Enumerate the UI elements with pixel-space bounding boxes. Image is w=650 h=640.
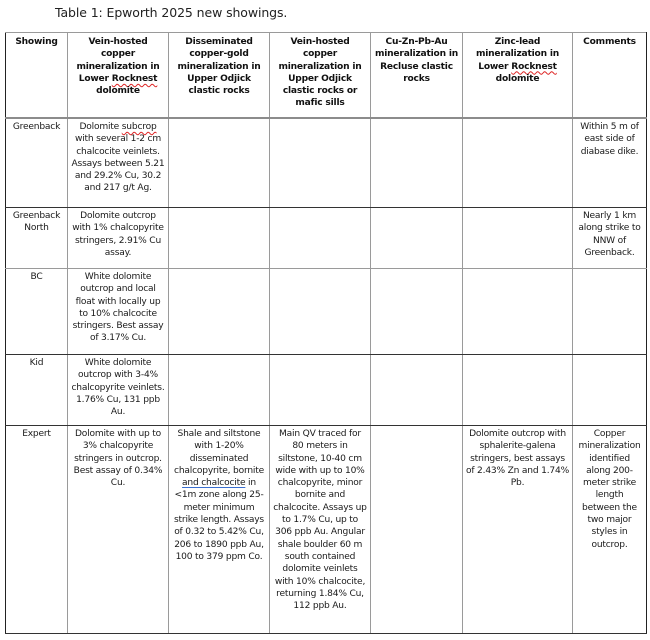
header-text: dolomite bbox=[96, 86, 140, 97]
cell-zinc-lead bbox=[463, 118, 573, 208]
spelling-flag: subcrop bbox=[121, 122, 157, 132]
header-text: dolomite bbox=[495, 73, 540, 84]
cell-text: in <1m zone along 25-meter minimum strike length. Assays of 0.32 to 5.42% Cu, 206 to 1890 ppb Au, 100 to 379 ppm Co. bbox=[174, 478, 264, 562]
cell-comments: Within 5 m of east side of diabase dike. bbox=[573, 118, 647, 208]
cell-showing: Expert bbox=[6, 426, 68, 634]
table-row bbox=[6, 208, 647, 269]
table-caption: Table 1: Epworth 2025 new showings. bbox=[55, 5, 288, 20]
cell-vein-odjick bbox=[270, 208, 371, 269]
header-comments: Comments bbox=[573, 33, 647, 119]
header-row bbox=[6, 33, 647, 119]
cell-comments: Nearly 1 km along strike to NNW of Greenback. bbox=[573, 208, 647, 269]
header-text: Zinc-lead mineralization in Lower bbox=[475, 37, 560, 72]
cell-recluse bbox=[371, 426, 463, 634]
cell-vein-rocknest: White dolomite outcrop and local float with locally up to 10% chalcocite stringers. Best assay of 3.17% Cu. bbox=[68, 269, 169, 355]
cell-zinc-lead bbox=[463, 269, 573, 355]
cell-text: with several 1-2 cm chalcocite veinlets. Assays between 5.21 and 29.2% Cu, 30.2 and 217 g/t Ag. bbox=[71, 134, 165, 194]
header-recluse: Cu-Zn-Pb-Au mineralization in Recluse clastic rocks bbox=[371, 33, 463, 119]
cell-text: Dolomite bbox=[79, 122, 122, 132]
cell-recluse bbox=[371, 355, 463, 426]
cell-disseminated-odjick bbox=[169, 426, 270, 634]
cell-recluse bbox=[371, 208, 463, 269]
cell-zinc-lead: Dolomite outcrop with sphalerite-galena stringers, best assays of 2.43% Zn and 1.74% Pb. bbox=[463, 426, 573, 634]
table-row bbox=[6, 269, 647, 355]
cell-comments bbox=[573, 355, 647, 426]
cell-zinc-lead bbox=[463, 355, 573, 426]
cell-disseminated-odjick bbox=[169, 355, 270, 426]
cell-showing: Greenback North bbox=[6, 208, 68, 269]
table-row bbox=[6, 118, 647, 208]
cell-disseminated-odjick bbox=[169, 118, 270, 208]
cell-vein-odjick: Main QV traced for 80 meters in siltstone, 10-40 cm wide with up to 10% chalcopyrite, minor bornite and chalcocite. Assays up to 1.7% Cu, up to 306 ppb Au. Angular shale boulder 60 m south contained dolomite veinlets with 10% chalcocite, returning 1.84% Cu, 112 ppb Au. bbox=[270, 426, 371, 634]
cell-showing: BC bbox=[6, 269, 68, 355]
cell-recluse bbox=[371, 269, 463, 355]
grammar-flag: and chalcocite bbox=[182, 478, 246, 489]
header-vein-rocknest bbox=[68, 33, 169, 119]
spelling-flag: Rocknest bbox=[111, 73, 158, 84]
cell-vein-rocknest: Dolomite with up to 3% chalcopyrite stringers in outcrop. Best assay of 0.34% Cu. bbox=[68, 426, 169, 634]
header-zinc-lead bbox=[463, 33, 573, 119]
spelling-flag: Rocknest bbox=[511, 61, 557, 72]
cell-showing: Greenback bbox=[6, 118, 68, 208]
cell-disseminated-odjick bbox=[169, 208, 270, 269]
cell-showing: Kid bbox=[6, 355, 68, 426]
table-row bbox=[6, 355, 647, 426]
cell-zinc-lead bbox=[463, 208, 573, 269]
cell-vein-rocknest: Dolomite outcrop with 1% chalcopyrite stringers, 2.91% Cu assay. bbox=[68, 208, 169, 269]
cell-vein-odjick bbox=[270, 118, 371, 208]
table-row bbox=[6, 426, 647, 634]
header-disseminated-odjick: Disseminated copper-gold mineralization in Upper Odjick clastic rocks bbox=[169, 33, 270, 119]
header-showing: Showing bbox=[6, 33, 68, 119]
header-text: Vein-hosted copper mineralization in Lower bbox=[76, 37, 160, 84]
cell-vein-odjick bbox=[270, 269, 371, 355]
cell-comments: Copper mineralization identified along 200-meter strike length between the two major styles in outcrop. bbox=[573, 426, 647, 634]
cell-comments bbox=[573, 269, 647, 355]
cell-vein-rocknest bbox=[68, 118, 169, 208]
cell-text: Shale and siltstone with 1-20% disseminated chalcopyrite, bornite bbox=[174, 429, 264, 476]
showings-table bbox=[5, 32, 647, 634]
cell-disseminated-odjick bbox=[169, 269, 270, 355]
header-vein-odjick: Vein-hosted copper mineralization in Upper Odjick clastic rocks or mafic sills bbox=[270, 33, 371, 119]
cell-vein-rocknest: White dolomite outcrop with 3-4% chalcopyrite veinlets. 1.76% Cu, 131 ppb Au. bbox=[68, 355, 169, 426]
cell-recluse bbox=[371, 118, 463, 208]
cell-vein-odjick bbox=[270, 355, 371, 426]
